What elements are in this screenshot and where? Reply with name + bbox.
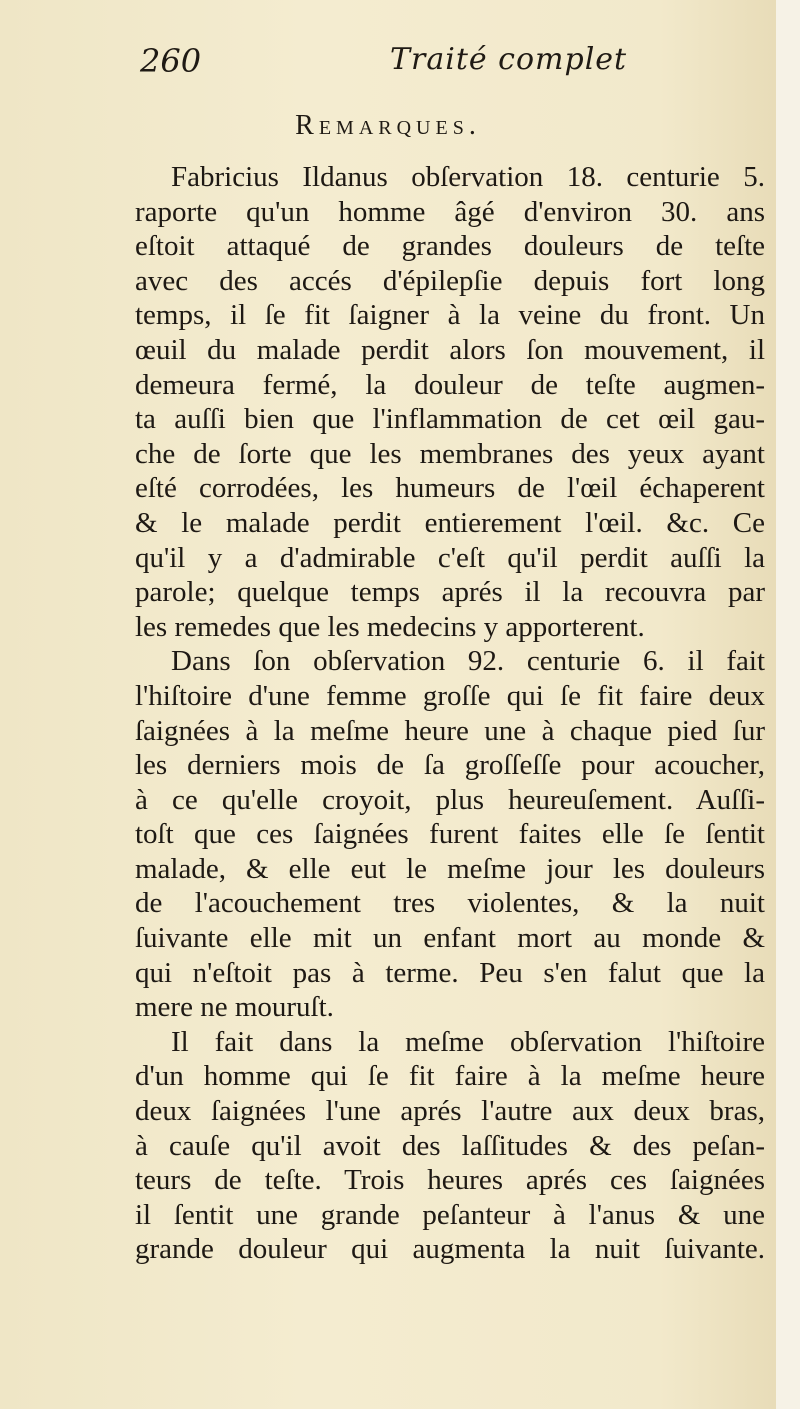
text-line: qui n'eſtoit pas à terme. Peu s'en falut que la xyxy=(135,956,765,989)
text-line: grande douleur qui augmenta la nuit ſuivante. xyxy=(135,1233,765,1266)
text-line: ta auſſi bien que l'inflammation de cet œil gau- xyxy=(135,403,765,436)
text-line: temps, il ſe fit ſaigner à la veine du front. Un xyxy=(135,299,765,332)
text-line: eſtoit attaqué de grandes douleurs de teſte xyxy=(135,230,765,263)
text-line: avec des accés d'épilepſie depuis fort long xyxy=(135,264,765,297)
text-line: malade, & elle eut le meſme jour les douleurs xyxy=(135,852,765,885)
text-line: toſt que ces ſaignées furent faites elle ſe ſentit xyxy=(135,818,765,851)
text-line: che de ſorte que les membranes des yeux ayant xyxy=(135,437,765,470)
text-line: à ce qu'elle croyoit, plus heureuſement. Auſſi- xyxy=(135,783,765,816)
text-line: eſté corrodées, les humeurs de l'œil échaperent xyxy=(135,472,765,505)
page-edge xyxy=(776,0,800,1409)
section-heading: Remarques. xyxy=(295,110,481,141)
text-line: les derniers mois de ſa groſſeſſe pour acoucher, xyxy=(135,749,765,782)
text-line: qu'il y a d'admirable c'eſt qu'il perdit auſſi la xyxy=(135,541,765,574)
text-line: œuil du malade perdit alors ſon mouvement, il xyxy=(135,333,765,366)
text-line: Fabricius Ildanus obſervation 18. centurie 5. xyxy=(171,161,765,193)
text-line: d'un homme qui ſe fit faire à la meſme heure xyxy=(135,1060,765,1093)
running-title: Traité complet xyxy=(390,42,628,77)
text-line: l'hiſtoire d'une femme groſſe qui ſe fit faire deux xyxy=(135,679,765,712)
text-line: de l'acouchement tres violentes, & la nuit xyxy=(135,887,765,920)
text-line: mere ne mouruſt. xyxy=(135,991,334,1024)
text-line: ſuivante elle mit un enfant mort au monde & xyxy=(135,922,765,955)
text-line: Dans ſon obſervation 92. centurie 6. il fait xyxy=(171,645,765,678)
text-line: deux ſaignées l'une aprés l'autre aux deux bras, xyxy=(135,1095,765,1128)
text-line: à cauſe qu'il avoit des laſſitudes & des peſan- xyxy=(135,1129,765,1162)
page-number: 260 xyxy=(140,42,202,80)
text-line: ſaignées à la meſme heure une à chaque pied ſur xyxy=(135,714,765,747)
text-line: raporte qu'un homme âgé d'environ 30. ans xyxy=(135,195,765,228)
body-text xyxy=(135,160,765,1267)
text-line: les remedes que les medecins y apporterent. xyxy=(135,610,645,643)
text-line: Il fait dans la meſme obſervation l'hiſtoire xyxy=(171,1025,765,1058)
text-line: & le malade perdit entierement l'œil. &c. Ce xyxy=(135,506,765,539)
text-line: il ſentit une grande peſanteur à l'anus & une xyxy=(135,1198,765,1231)
text-line: parole; quelque temps aprés il la recouvra par xyxy=(135,576,765,609)
text-line: teurs de teſte. Trois heures aprés ces ſaignées xyxy=(135,1164,765,1197)
text-line: demeura fermé, la douleur de teſte augmen- xyxy=(135,368,765,401)
